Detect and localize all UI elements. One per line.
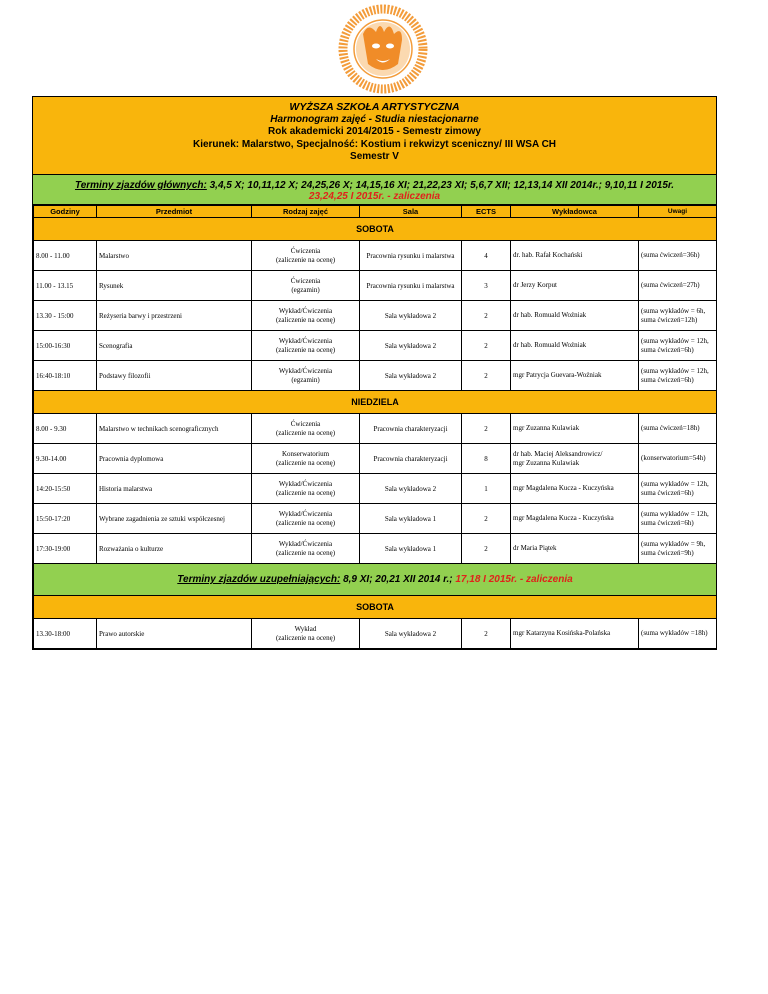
col-header-type: Rodzaj zajęć: [252, 206, 360, 218]
cell-ects: 2: [462, 619, 511, 649]
cell-type: [252, 301, 360, 331]
cell-lecturer: [511, 331, 639, 361]
school-logo: [318, 4, 448, 94]
col-header-ects: ECTS: [462, 206, 511, 218]
lecturer-line1: dr Maria Piątek: [513, 544, 557, 552]
cell-ects: 2: [462, 361, 511, 391]
notes-line1: (suma ćwiczeń=36h): [641, 251, 700, 259]
type-line2: (zaliczenie na ocenę): [275, 428, 336, 437]
type-line1: Ćwiczenia: [290, 419, 321, 428]
table-row: [34, 619, 717, 649]
cell-ects: 2: [462, 331, 511, 361]
table-row: [34, 241, 717, 271]
supp-terms-exam: 17,18 I 2015r. - zaliczenia: [455, 574, 573, 585]
table-row: [34, 444, 717, 474]
schedule-sheet: [32, 96, 717, 650]
cell-subject: Historia malarstwa: [97, 474, 252, 504]
cell-ects: 2: [462, 414, 511, 444]
col-header-hours: Godziny: [34, 206, 97, 218]
cell-lecturer: [511, 361, 639, 391]
schedule-header: [33, 97, 716, 175]
main-terms-banner: [33, 175, 716, 205]
cell-room: Pracownia rysunku i malarstwa: [360, 241, 462, 271]
notes-line2: suma ćwiczeń=6h): [641, 375, 694, 384]
cell-notes: [639, 241, 717, 271]
type-line2: (zaliczenie na ocenę): [275, 255, 336, 264]
notes-line1: (suma wykładów =18h): [641, 629, 708, 637]
supp-terms-dates: 8,9 XI; 20,21 XII 2014 r.;: [340, 574, 456, 585]
type-line1: Konserwatorium: [281, 449, 330, 458]
cell-ects: 2: [462, 301, 511, 331]
cell-type: [252, 444, 360, 474]
cell-type: [252, 361, 360, 391]
cell-ects: 2: [462, 504, 511, 534]
cell-lecturer: [511, 619, 639, 649]
day-header-row: [34, 596, 717, 619]
lecturer-line2: mgr Zuzanna Kulawiak: [513, 458, 580, 467]
cell-subject: Rysunek: [97, 271, 252, 301]
notes-line1: (suma wykładów = 12h,: [641, 336, 709, 345]
cell-subject: Wybrane zagadnienia ze sztuki współczesnej: [97, 504, 252, 534]
day-name: NIEDZIELA: [34, 391, 717, 414]
type-line1: Wykład/Ćwiczenia: [278, 539, 333, 548]
table-row: [34, 474, 717, 504]
notes-line2: suma ćwiczeń=6h): [641, 345, 694, 354]
school-name: WYŻSZA SZKOŁA ARTYSTYCZNA: [289, 101, 460, 113]
notes-line2: suma ćwiczeń=12h): [641, 315, 698, 324]
type-line2: (zaliczenie na ocenę): [275, 345, 336, 354]
main-terms-label: Terminy zjazdów głównych:: [74, 180, 207, 191]
cell-room: Sala wykładowa 2: [360, 331, 462, 361]
cell-ects: 3: [462, 271, 511, 301]
type-line2: (zaliczenie na ocenę): [275, 518, 336, 527]
day-header-row: [34, 218, 717, 241]
cell-lecturer: [511, 271, 639, 301]
cell-type: [252, 331, 360, 361]
cell-subject: Rozważania o kulturze: [97, 534, 252, 564]
cell-type: [252, 504, 360, 534]
cell-time: 8.00 - 9.30: [34, 414, 97, 444]
cell-time: 8.00 - 11.00: [34, 241, 97, 271]
cell-ects: 1: [462, 474, 511, 504]
cell-time: 9.30-14.00: [34, 444, 97, 474]
notes-line1: (suma wykładów = 9h,: [641, 539, 706, 548]
type-line1: Ćwiczenia: [290, 246, 321, 255]
type-line2: (zaliczenie na ocenę): [275, 548, 336, 557]
type-line1: Wykład: [294, 624, 317, 633]
day-name: SOBOTA: [34, 596, 717, 619]
cell-time: 15:00-16:30: [34, 331, 97, 361]
lecturer-line1: mgr Magdalena Kucza - Kuczyńska: [513, 484, 614, 492]
notes-line1: (suma wykładów = 12h,: [641, 509, 709, 518]
cell-notes: [639, 301, 717, 331]
cell-time: 15:50-17:20: [34, 504, 97, 534]
column-header-row: [34, 206, 717, 218]
semester-line: Semestr V: [350, 151, 399, 162]
table-row: [34, 331, 717, 361]
type-line1: Wykład/Ćwiczenia: [278, 479, 333, 488]
type-line2: (egzamin): [291, 285, 320, 294]
notes-line1: (konserwatorium=54h): [641, 454, 706, 462]
cell-room: Pracownia charakteryzacji: [360, 444, 462, 474]
cell-ects: 8: [462, 444, 511, 474]
cell-room: Pracownia rysunku i malarstwa: [360, 271, 462, 301]
notes-line2: suma ćwiczeń=6h): [641, 518, 694, 527]
type-line2: (zaliczenie na ocenę): [275, 458, 336, 467]
cell-lecturer: [511, 504, 639, 534]
notes-line1: (suma wykładów = 6h,: [641, 306, 706, 315]
cell-ects: 4: [462, 241, 511, 271]
supp-terms-banner: [34, 564, 717, 596]
cell-time: 17:30-19:00: [34, 534, 97, 564]
type-line2: (zaliczenie na ocenę): [275, 488, 336, 497]
cell-notes: [639, 271, 717, 301]
notes-line1: (suma wykładów = 12h,: [641, 366, 709, 375]
type-line1: Wykład/Ćwiczenia: [278, 509, 333, 518]
cell-notes: [639, 534, 717, 564]
col-header-notes: Uwagi: [639, 206, 717, 218]
cell-subject: Scenografia: [97, 331, 252, 361]
lecturer-line1: dr. hab. Rafał Kochański: [513, 251, 583, 259]
cell-type: [252, 474, 360, 504]
col-header-room: Sala: [360, 206, 462, 218]
cell-type: [252, 534, 360, 564]
cell-type: [252, 271, 360, 301]
lecturer-line1: dr hab. Maciej Aleksandrowicz/: [513, 449, 603, 458]
type-line2: (zaliczenie na ocenę): [275, 633, 336, 642]
cell-room: Sala wykładowa 2: [360, 474, 462, 504]
cell-notes: [639, 444, 717, 474]
cell-subject: Podstawy filozofii: [97, 361, 252, 391]
schedule-table: [33, 205, 717, 649]
cell-room: Pracownia charakteryzacji: [360, 414, 462, 444]
type-line1: Wykład/Ćwiczenia: [278, 336, 333, 345]
cell-subject: Pracownia dyplomowa: [97, 444, 252, 474]
cell-time: 13.30-18:00: [34, 619, 97, 649]
cell-notes: [639, 414, 717, 444]
cell-ects: 2: [462, 534, 511, 564]
type-line1: Wykład/Ćwiczenia: [278, 366, 333, 375]
supp-terms-label: Terminy zjazdów uzupełniających:: [177, 574, 341, 585]
type-line2: (zaliczenie na ocenę): [275, 315, 336, 324]
cell-subject: Reżyseria barwy i przestrzeni: [97, 301, 252, 331]
cell-type: [252, 414, 360, 444]
cell-room: Sala wykładowa 2: [360, 361, 462, 391]
cell-time: 13.30 - 15:00: [34, 301, 97, 331]
cell-subject: Malarstwo: [97, 241, 252, 271]
table-row: [34, 534, 717, 564]
cell-time: 16:40-18:10: [34, 361, 97, 391]
cell-lecturer: [511, 534, 639, 564]
table-row: [34, 361, 717, 391]
lecturer-line1: mgr Zuzanna Kulawiak: [513, 424, 580, 432]
notes-line1: (suma ćwiczeń=27h): [641, 281, 700, 289]
academic-year: Rok akademicki 2014/2015 - Semestr zimowy: [268, 126, 481, 137]
cell-room: Sala wykładowa 2: [360, 301, 462, 331]
lecturer-line1: dr hab. Romuald Woźniak: [513, 311, 587, 319]
table-row: [34, 271, 717, 301]
cell-room: Sala wykładowa 1: [360, 504, 462, 534]
notes-line2: suma ćwiczeń=9h): [641, 548, 694, 557]
cell-subject: Prawo autorskie: [97, 619, 252, 649]
type-line1: Ćwiczenia: [290, 276, 321, 285]
cell-notes: [639, 504, 717, 534]
main-terms-exam: 23,24,25 I 2015r. - zaliczenia: [308, 191, 441, 202]
cell-room: Sala wykładowa 1: [360, 534, 462, 564]
lecturer-line1: mgr Magdalena Kucza - Kuczyńska: [513, 514, 614, 522]
cell-type: [252, 619, 360, 649]
col-header-lecturer: Wykładowca: [511, 206, 639, 218]
schedule-title: Harmonogram zajęć - Studia niestacjonarne: [270, 113, 479, 125]
cell-lecturer: [511, 444, 639, 474]
cell-type: [252, 241, 360, 271]
type-line2: (egzamin): [291, 375, 320, 384]
lecturer-line1: mgr Patrycja Guevara-Woźniak: [513, 371, 602, 379]
cell-room: Sala wykładowa 2: [360, 619, 462, 649]
cell-notes: [639, 474, 717, 504]
table-row: [34, 414, 717, 444]
direction-line: Kierunek: Malarstwo, Specjalność: Kostium i rekwizyt sceniczny/ III WSA CH: [192, 138, 557, 150]
cell-notes: [639, 361, 717, 391]
cell-time: 14:20-15:50: [34, 474, 97, 504]
type-line1: Wykład/Ćwiczenia: [278, 306, 333, 315]
notes-line1: (suma wykładów = 12h,: [641, 479, 709, 488]
lecturer-line1: dr hab. Romuald Woźniak: [513, 341, 587, 349]
supp-terms-row: [34, 564, 717, 596]
cell-subject: Malarstwo w technikach scenograficznych: [97, 414, 252, 444]
cell-time: 11.00 - 13.15: [34, 271, 97, 301]
cell-lecturer: [511, 241, 639, 271]
cell-lecturer: [511, 474, 639, 504]
table-row: [34, 301, 717, 331]
day-header-row: [34, 391, 717, 414]
cell-lecturer: [511, 414, 639, 444]
lecturer-line1: mgr Katarzyna Kosińska-Polańska: [513, 629, 611, 637]
day-name: SOBOTA: [34, 218, 717, 241]
cell-notes: [639, 619, 717, 649]
lecturer-line1: dr Jerzy Korput: [513, 281, 557, 289]
col-header-subject: Przedmiot: [97, 206, 252, 218]
cell-notes: [639, 331, 717, 361]
main-terms-dates: 3,4,5 X; 10,11,12 X; 24,25,26 X; 14,15,16 XI; 21,22,23 XI; 5,6,7 XII; 12,13,14 XII 2014r.; 9,10,11 I 2015r.: [206, 180, 675, 191]
cell-lecturer: [511, 301, 639, 331]
notes-line1: (suma ćwiczeń=18h): [641, 424, 700, 432]
table-row: [34, 504, 717, 534]
notes-line2: suma ćwiczeń=6h): [641, 488, 694, 497]
